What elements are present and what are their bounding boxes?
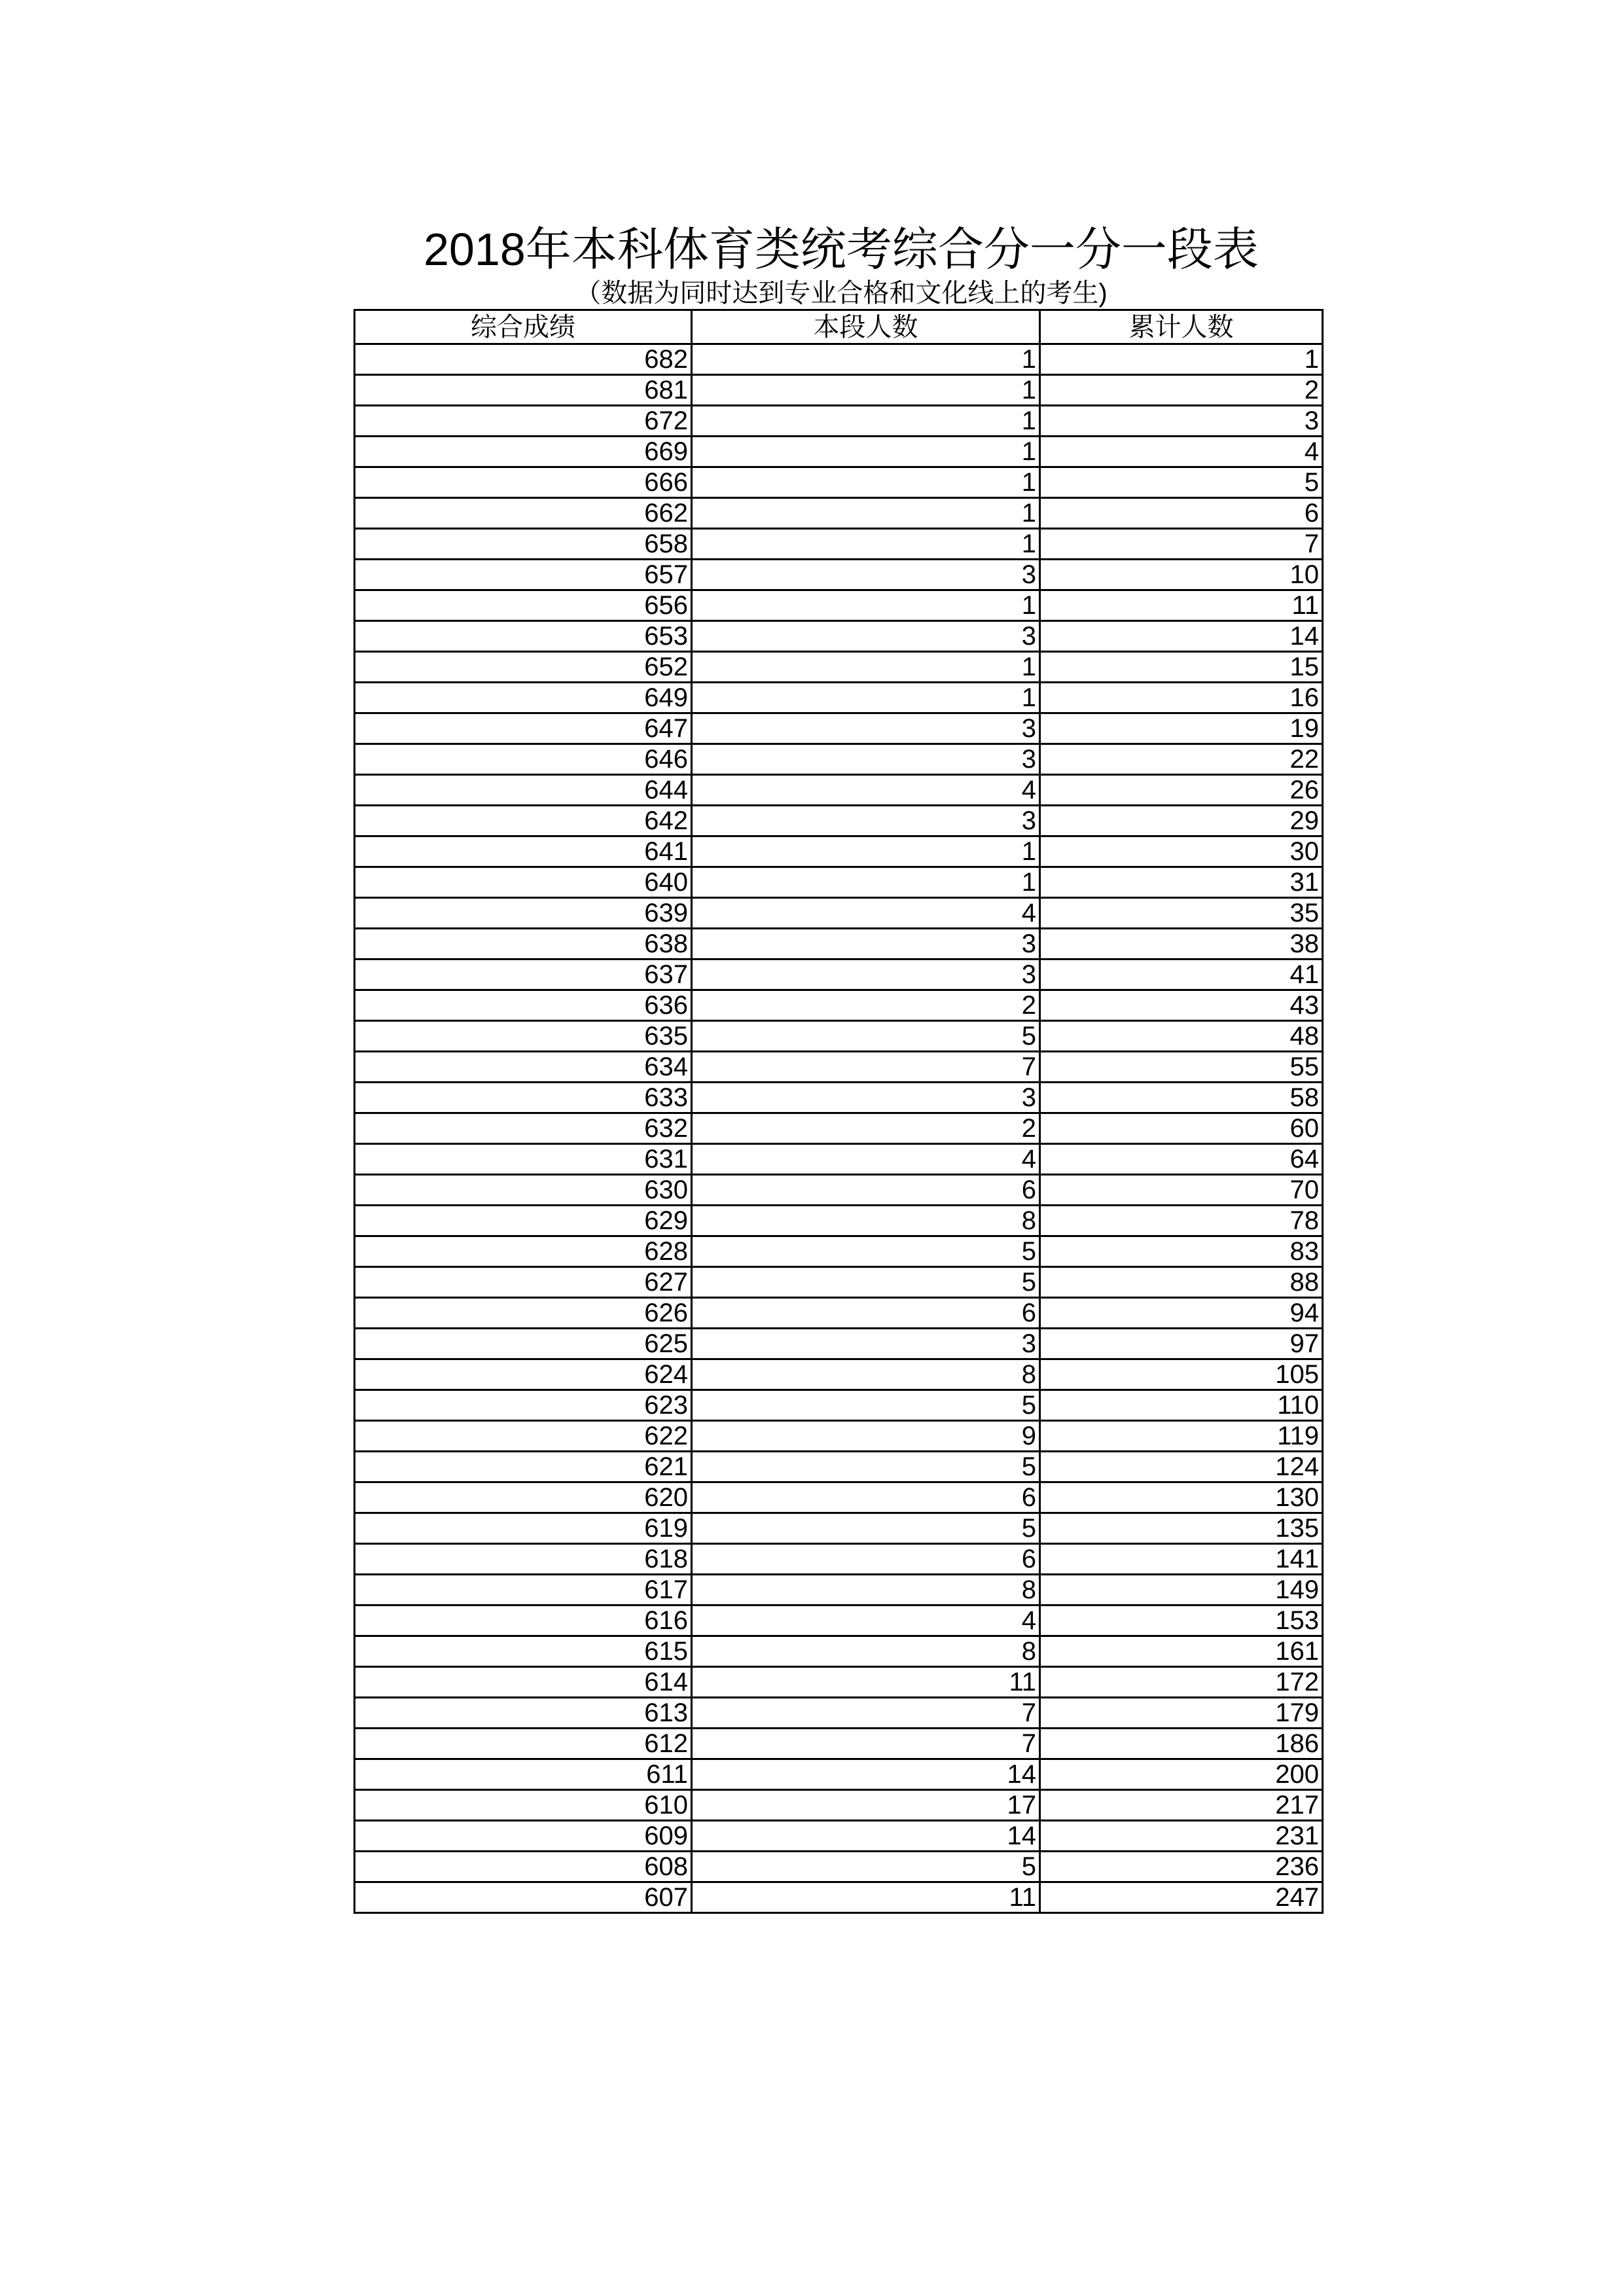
cell-segment-count: 7 (692, 1698, 1040, 1729)
cell-cumulative-count: 200 (1040, 1759, 1323, 1790)
cell-cumulative-count: 119 (1040, 1421, 1323, 1452)
table-row (355, 1452, 1323, 1482)
table-row (355, 1390, 1323, 1421)
cell-composite-score: 642 (355, 806, 692, 836)
cell-cumulative-count: 43 (1040, 990, 1323, 1021)
table-row (355, 344, 1323, 375)
table-row (355, 1636, 1323, 1667)
cell-segment-count: 1 (692, 683, 1040, 713)
table-row (355, 1667, 1323, 1698)
table-header-row (355, 310, 1323, 344)
header-segment-count: 本段人数 (692, 310, 1040, 344)
table-row (355, 437, 1323, 467)
cell-cumulative-count: 105 (1040, 1359, 1323, 1390)
cell-segment-count: 6 (692, 1175, 1040, 1206)
cell-composite-score: 614 (355, 1667, 692, 1698)
cell-cumulative-count: 179 (1040, 1698, 1323, 1729)
table-row (355, 1236, 1323, 1267)
cell-cumulative-count: 4 (1040, 437, 1323, 467)
table-row (355, 1482, 1323, 1513)
cell-segment-count: 8 (692, 1359, 1040, 1390)
table-row (355, 1329, 1323, 1359)
cell-composite-score: 640 (355, 867, 692, 898)
cell-segment-count: 3 (692, 1329, 1040, 1359)
table-row (355, 406, 1323, 437)
cell-segment-count: 3 (692, 1083, 1040, 1113)
table-row (355, 375, 1323, 406)
table-row (355, 836, 1323, 867)
cell-segment-count: 4 (692, 898, 1040, 929)
cell-composite-score: 656 (355, 590, 692, 621)
cell-composite-score: 666 (355, 467, 692, 498)
cell-composite-score: 617 (355, 1575, 692, 1605)
table-row (355, 1267, 1323, 1298)
cell-cumulative-count: 161 (1040, 1636, 1323, 1667)
cell-cumulative-count: 5 (1040, 467, 1323, 498)
cell-composite-score: 672 (355, 406, 692, 437)
cell-composite-score: 616 (355, 1605, 692, 1636)
cell-composite-score: 634 (355, 1052, 692, 1083)
score-distribution-table (353, 309, 1324, 1914)
cell-segment-count: 1 (692, 867, 1040, 898)
header-cumulative-count: 累计人数 (1040, 310, 1323, 344)
cell-cumulative-count: 130 (1040, 1482, 1323, 1513)
table-row (355, 1021, 1323, 1052)
cell-cumulative-count: 236 (1040, 1852, 1323, 1882)
cell-cumulative-count: 2 (1040, 375, 1323, 406)
table-row (355, 806, 1323, 836)
cell-cumulative-count: 35 (1040, 898, 1323, 929)
cell-segment-count: 1 (692, 467, 1040, 498)
cell-cumulative-count: 58 (1040, 1083, 1323, 1113)
table-row (355, 1790, 1323, 1821)
cell-cumulative-count: 83 (1040, 1236, 1323, 1267)
table-row (355, 1052, 1323, 1083)
cell-segment-count: 4 (692, 1144, 1040, 1175)
cell-cumulative-count: 149 (1040, 1575, 1323, 1605)
cell-cumulative-count: 38 (1040, 929, 1323, 960)
cell-composite-score: 657 (355, 560, 692, 590)
cell-composite-score: 647 (355, 713, 692, 744)
cell-segment-count: 5 (692, 1236, 1040, 1267)
cell-composite-score: 641 (355, 836, 692, 867)
cell-segment-count: 6 (692, 1298, 1040, 1329)
cell-segment-count: 14 (692, 1821, 1040, 1852)
table-row (355, 1298, 1323, 1329)
cell-composite-score: 653 (355, 621, 692, 652)
cell-composite-score: 637 (355, 960, 692, 990)
table-row (355, 1175, 1323, 1206)
table-row (355, 1575, 1323, 1605)
table-row (355, 1605, 1323, 1636)
cell-segment-count: 4 (692, 775, 1040, 806)
cell-composite-score: 619 (355, 1513, 692, 1544)
table-row (355, 683, 1323, 713)
cell-cumulative-count: 97 (1040, 1329, 1323, 1359)
cell-cumulative-count: 124 (1040, 1452, 1323, 1482)
cell-composite-score: 631 (355, 1144, 692, 1175)
table-row (355, 898, 1323, 929)
cell-composite-score: 635 (355, 1021, 692, 1052)
cell-cumulative-count: 19 (1040, 713, 1323, 744)
cell-composite-score: 646 (355, 744, 692, 775)
cell-cumulative-count: 78 (1040, 1206, 1323, 1236)
cell-segment-count: 4 (692, 1605, 1040, 1636)
cell-segment-count: 1 (692, 375, 1040, 406)
table-body (355, 344, 1323, 1913)
table-row (355, 652, 1323, 683)
cell-cumulative-count: 1 (1040, 344, 1323, 375)
cell-cumulative-count: 41 (1040, 960, 1323, 990)
table-row (355, 1821, 1323, 1852)
cell-composite-score: 621 (355, 1452, 692, 1482)
cell-composite-score: 632 (355, 1113, 692, 1144)
cell-composite-score: 662 (355, 498, 692, 529)
cell-composite-score: 638 (355, 929, 692, 960)
cell-segment-count: 14 (692, 1759, 1040, 1790)
cell-composite-score: 629 (355, 1206, 692, 1236)
cell-cumulative-count: 22 (1040, 744, 1323, 775)
cell-segment-count: 5 (692, 1452, 1040, 1482)
cell-cumulative-count: 135 (1040, 1513, 1323, 1544)
cell-composite-score: 612 (355, 1729, 692, 1759)
cell-segment-count: 1 (692, 836, 1040, 867)
cell-cumulative-count: 231 (1040, 1821, 1323, 1852)
cell-composite-score: 630 (355, 1175, 692, 1206)
table-row (355, 1206, 1323, 1236)
table-row (355, 1759, 1323, 1790)
cell-composite-score: 608 (355, 1852, 692, 1882)
cell-cumulative-count: 7 (1040, 529, 1323, 560)
cell-cumulative-count: 30 (1040, 836, 1323, 867)
cell-segment-count: 1 (692, 652, 1040, 683)
cell-composite-score: 628 (355, 1236, 692, 1267)
table-row (355, 1729, 1323, 1759)
cell-cumulative-count: 217 (1040, 1790, 1323, 1821)
table-row (355, 529, 1323, 560)
cell-composite-score: 639 (355, 898, 692, 929)
cell-segment-count: 8 (692, 1575, 1040, 1605)
header-composite-score: 综合成绩 (355, 310, 692, 344)
cell-segment-count: 8 (692, 1206, 1040, 1236)
cell-segment-count: 5 (692, 1852, 1040, 1882)
cell-segment-count: 3 (692, 960, 1040, 990)
cell-segment-count: 2 (692, 990, 1040, 1021)
cell-segment-count: 5 (692, 1267, 1040, 1298)
cell-segment-count: 1 (692, 529, 1040, 560)
cell-cumulative-count: 29 (1040, 806, 1323, 836)
table-row (355, 1113, 1323, 1144)
cell-segment-count: 5 (692, 1021, 1040, 1052)
cell-segment-count: 8 (692, 1636, 1040, 1667)
cell-cumulative-count: 16 (1040, 683, 1323, 713)
cell-composite-score: 625 (355, 1329, 692, 1359)
cell-segment-count: 6 (692, 1544, 1040, 1575)
cell-cumulative-count: 247 (1040, 1882, 1323, 1913)
cell-segment-count: 7 (692, 1052, 1040, 1083)
cell-segment-count: 1 (692, 437, 1040, 467)
table-row (355, 1852, 1323, 1882)
table-row (355, 990, 1323, 1021)
cell-composite-score: 682 (355, 344, 692, 375)
cell-segment-count: 3 (692, 713, 1040, 744)
cell-segment-count: 1 (692, 498, 1040, 529)
cell-cumulative-count: 15 (1040, 652, 1323, 683)
cell-cumulative-count: 153 (1040, 1605, 1323, 1636)
cell-composite-score: 633 (355, 1083, 692, 1113)
cell-composite-score: 624 (355, 1359, 692, 1390)
cell-cumulative-count: 3 (1040, 406, 1323, 437)
table-row (355, 1083, 1323, 1113)
cell-composite-score: 623 (355, 1390, 692, 1421)
cell-composite-score: 669 (355, 437, 692, 467)
table-row (355, 1544, 1323, 1575)
cell-composite-score: 644 (355, 775, 692, 806)
cell-segment-count: 6 (692, 1482, 1040, 1513)
table-row (355, 1698, 1323, 1729)
table-row (355, 621, 1323, 652)
cell-composite-score: 622 (355, 1421, 692, 1452)
table-row (355, 590, 1323, 621)
table-row (355, 775, 1323, 806)
cell-composite-score: 627 (355, 1267, 692, 1298)
cell-segment-count: 1 (692, 406, 1040, 437)
cell-cumulative-count: 26 (1040, 775, 1323, 806)
cell-cumulative-count: 88 (1040, 1267, 1323, 1298)
cell-composite-score: 626 (355, 1298, 692, 1329)
table-row (355, 560, 1323, 590)
cell-cumulative-count: 11 (1040, 590, 1323, 621)
page-subtitle: （数据为同时达到专业合格和文化线上的考生) (575, 279, 1108, 308)
table-row (355, 467, 1323, 498)
cell-composite-score: 636 (355, 990, 692, 1021)
cell-cumulative-count: 94 (1040, 1298, 1323, 1329)
cell-cumulative-count: 110 (1040, 1390, 1323, 1421)
cell-cumulative-count: 48 (1040, 1021, 1323, 1052)
table-row (355, 960, 1323, 990)
cell-composite-score: 658 (355, 529, 692, 560)
cell-segment-count: 3 (692, 744, 1040, 775)
cell-segment-count: 9 (692, 1421, 1040, 1452)
cell-segment-count: 17 (692, 1790, 1040, 1821)
cell-segment-count: 5 (692, 1390, 1040, 1421)
table-row (355, 713, 1323, 744)
cell-composite-score: 609 (355, 1821, 692, 1852)
cell-composite-score: 611 (355, 1759, 692, 1790)
cell-cumulative-count: 186 (1040, 1729, 1323, 1759)
cell-composite-score: 681 (355, 375, 692, 406)
cell-segment-count: 5 (692, 1513, 1040, 1544)
table-row (355, 867, 1323, 898)
table-row (355, 1421, 1323, 1452)
table-row (355, 1359, 1323, 1390)
cell-cumulative-count: 141 (1040, 1544, 1323, 1575)
table-row (355, 1882, 1323, 1913)
cell-composite-score: 652 (355, 652, 692, 683)
cell-composite-score: 618 (355, 1544, 692, 1575)
cell-composite-score: 610 (355, 1790, 692, 1821)
cell-segment-count: 1 (692, 344, 1040, 375)
cell-segment-count: 1 (692, 590, 1040, 621)
table-row (355, 498, 1323, 529)
cell-composite-score: 613 (355, 1698, 692, 1729)
cell-cumulative-count: 172 (1040, 1667, 1323, 1698)
cell-segment-count: 11 (692, 1882, 1040, 1913)
page-title: 2018年本科体育类统考综合分一分一段表 (424, 224, 1259, 275)
cell-cumulative-count: 10 (1040, 560, 1323, 590)
cell-cumulative-count: 14 (1040, 621, 1323, 652)
cell-cumulative-count: 55 (1040, 1052, 1323, 1083)
cell-composite-score: 615 (355, 1636, 692, 1667)
cell-composite-score: 607 (355, 1882, 692, 1913)
table-row (355, 1513, 1323, 1544)
table-row (355, 744, 1323, 775)
cell-segment-count: 11 (692, 1667, 1040, 1698)
cell-segment-count: 3 (692, 621, 1040, 652)
cell-composite-score: 649 (355, 683, 692, 713)
cell-cumulative-count: 70 (1040, 1175, 1323, 1206)
cell-cumulative-count: 64 (1040, 1144, 1323, 1175)
cell-cumulative-count: 60 (1040, 1113, 1323, 1144)
cell-segment-count: 3 (692, 929, 1040, 960)
cell-segment-count: 2 (692, 1113, 1040, 1144)
table-row (355, 929, 1323, 960)
cell-cumulative-count: 31 (1040, 867, 1323, 898)
table-row (355, 1144, 1323, 1175)
cell-segment-count: 3 (692, 806, 1040, 836)
cell-composite-score: 620 (355, 1482, 692, 1513)
cell-cumulative-count: 6 (1040, 498, 1323, 529)
cell-segment-count: 7 (692, 1729, 1040, 1759)
cell-segment-count: 3 (692, 560, 1040, 590)
